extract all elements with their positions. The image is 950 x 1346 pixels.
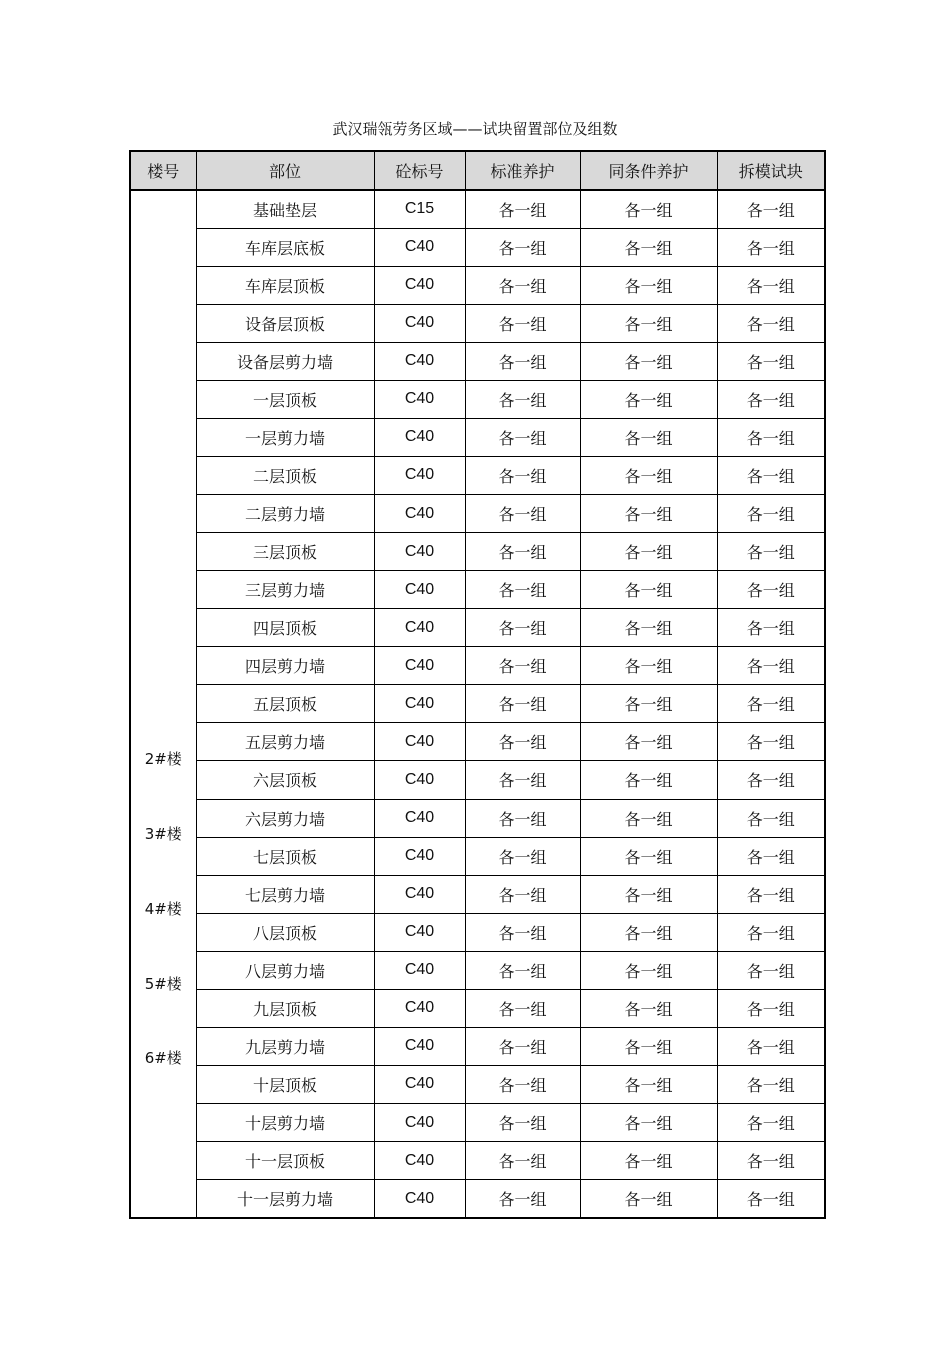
cell-same-condition-curing: 各一组 bbox=[580, 304, 717, 342]
cell-concrete-grade: C40 bbox=[374, 837, 465, 875]
cell-concrete-grade: C40 bbox=[374, 913, 465, 951]
cell-concrete-grade: C40 bbox=[374, 1065, 465, 1103]
cell-formwork-test: 各一组 bbox=[717, 1104, 825, 1142]
table-row bbox=[130, 266, 825, 304]
cell-concrete-grade: C15 bbox=[374, 190, 465, 228]
cell-same-condition-curing: 各一组 bbox=[580, 456, 717, 494]
cell-part: 车库层顶板 bbox=[196, 266, 374, 304]
cell-formwork-test: 各一组 bbox=[717, 609, 825, 647]
header-same-condition-curing: 同条件养护 bbox=[580, 151, 717, 190]
table-row bbox=[130, 875, 825, 913]
cell-concrete-grade: C40 bbox=[374, 1027, 465, 1065]
cell-standard-curing: 各一组 bbox=[465, 723, 580, 761]
cell-standard-curing: 各一组 bbox=[465, 875, 580, 913]
cell-formwork-test: 各一组 bbox=[717, 875, 825, 913]
cell-concrete-grade: C40 bbox=[374, 647, 465, 685]
cell-formwork-test: 各一组 bbox=[717, 304, 825, 342]
table-row bbox=[130, 380, 825, 418]
table-row bbox=[130, 913, 825, 951]
cell-concrete-grade: C40 bbox=[374, 609, 465, 647]
cell-same-condition-curing: 各一组 bbox=[580, 875, 717, 913]
cell-same-condition-curing: 各一组 bbox=[580, 913, 717, 951]
building-label: 3#楼 bbox=[144, 825, 182, 843]
cell-part: 九层剪力墙 bbox=[196, 1027, 374, 1065]
cell-standard-curing: 各一组 bbox=[465, 228, 580, 266]
cell-part: 设备层顶板 bbox=[196, 304, 374, 342]
cell-same-condition-curing: 各一组 bbox=[580, 1104, 717, 1142]
cell-part: 二层顶板 bbox=[196, 456, 374, 494]
cell-formwork-test: 各一组 bbox=[717, 951, 825, 989]
building-label: 4#楼 bbox=[144, 900, 182, 918]
cell-part: 六层剪力墙 bbox=[196, 799, 374, 837]
cell-concrete-grade: C40 bbox=[374, 418, 465, 456]
cell-same-condition-curing: 各一组 bbox=[580, 685, 717, 723]
cell-concrete-grade: C40 bbox=[374, 951, 465, 989]
cell-same-condition-curing: 各一组 bbox=[580, 228, 717, 266]
cell-formwork-test: 各一组 bbox=[717, 1065, 825, 1103]
cell-same-condition-curing: 各一组 bbox=[580, 1065, 717, 1103]
cell-formwork-test: 各一组 bbox=[717, 799, 825, 837]
table-row bbox=[130, 761, 825, 799]
cell-standard-curing: 各一组 bbox=[465, 647, 580, 685]
cell-formwork-test: 各一组 bbox=[717, 1142, 825, 1180]
cell-part: 十一层剪力墙 bbox=[196, 1180, 374, 1218]
table-row bbox=[130, 1065, 825, 1103]
header-concrete-grade: 砼标号 bbox=[374, 151, 465, 190]
cell-formwork-test: 各一组 bbox=[717, 723, 825, 761]
cell-formwork-test: 各一组 bbox=[717, 380, 825, 418]
cell-formwork-test: 各一组 bbox=[717, 342, 825, 380]
cell-part: 三层顶板 bbox=[196, 533, 374, 571]
cell-part: 设备层剪力墙 bbox=[196, 342, 374, 380]
cell-part: 五层顶板 bbox=[196, 685, 374, 723]
table-row bbox=[130, 1104, 825, 1142]
cell-formwork-test: 各一组 bbox=[717, 495, 825, 533]
cell-concrete-grade: C40 bbox=[374, 533, 465, 571]
cell-concrete-grade: C40 bbox=[374, 723, 465, 761]
cell-standard-curing: 各一组 bbox=[465, 1027, 580, 1065]
cell-same-condition-curing: 各一组 bbox=[580, 761, 717, 799]
cell-same-condition-curing: 各一组 bbox=[580, 1027, 717, 1065]
cell-formwork-test: 各一组 bbox=[717, 1027, 825, 1065]
cell-same-condition-curing: 各一组 bbox=[580, 380, 717, 418]
cell-concrete-grade: C40 bbox=[374, 1142, 465, 1180]
table-row bbox=[130, 989, 825, 1027]
cell-standard-curing: 各一组 bbox=[465, 456, 580, 494]
cell-standard-curing: 各一组 bbox=[465, 685, 580, 723]
header-building: 楼号 bbox=[130, 151, 196, 190]
cell-standard-curing: 各一组 bbox=[465, 1142, 580, 1180]
cell-part: 八层剪力墙 bbox=[196, 951, 374, 989]
cell-part: 六层顶板 bbox=[196, 761, 374, 799]
cell-concrete-grade: C40 bbox=[374, 875, 465, 913]
table-row bbox=[130, 837, 825, 875]
header-part: 部位 bbox=[196, 151, 374, 190]
cell-part: 四层顶板 bbox=[196, 609, 374, 647]
table-row bbox=[130, 533, 825, 571]
cell-standard-curing: 各一组 bbox=[465, 951, 580, 989]
cell-same-condition-curing: 各一组 bbox=[580, 571, 717, 609]
cell-same-condition-curing: 各一组 bbox=[580, 1142, 717, 1180]
cell-same-condition-curing: 各一组 bbox=[580, 799, 717, 837]
cell-standard-curing: 各一组 bbox=[465, 837, 580, 875]
sample-table bbox=[129, 150, 826, 1219]
table-row bbox=[130, 228, 825, 266]
cell-part: 五层剪力墙 bbox=[196, 723, 374, 761]
cell-same-condition-curing: 各一组 bbox=[580, 1180, 717, 1218]
cell-same-condition-curing: 各一组 bbox=[580, 647, 717, 685]
table-row bbox=[130, 723, 825, 761]
cell-standard-curing: 各一组 bbox=[465, 913, 580, 951]
cell-concrete-grade: C40 bbox=[374, 685, 465, 723]
cell-formwork-test: 各一组 bbox=[717, 418, 825, 456]
cell-formwork-test: 各一组 bbox=[717, 837, 825, 875]
cell-same-condition-curing: 各一组 bbox=[580, 533, 717, 571]
cell-part: 四层剪力墙 bbox=[196, 647, 374, 685]
cell-concrete-grade: C40 bbox=[374, 495, 465, 533]
building-cell bbox=[130, 190, 196, 1218]
cell-part: 十一层顶板 bbox=[196, 1142, 374, 1180]
table-row bbox=[130, 1027, 825, 1065]
cell-concrete-grade: C40 bbox=[374, 456, 465, 494]
cell-same-condition-curing: 各一组 bbox=[580, 342, 717, 380]
cell-part: 一层剪力墙 bbox=[196, 418, 374, 456]
cell-same-condition-curing: 各一组 bbox=[580, 989, 717, 1027]
cell-standard-curing: 各一组 bbox=[465, 1065, 580, 1103]
cell-concrete-grade: C40 bbox=[374, 342, 465, 380]
cell-standard-curing: 各一组 bbox=[465, 1104, 580, 1142]
cell-standard-curing: 各一组 bbox=[465, 190, 580, 228]
table-row bbox=[130, 190, 825, 228]
cell-concrete-grade: C40 bbox=[374, 1104, 465, 1142]
cell-standard-curing: 各一组 bbox=[465, 533, 580, 571]
table-row bbox=[130, 951, 825, 989]
cell-standard-curing: 各一组 bbox=[465, 989, 580, 1027]
cell-part: 十层剪力墙 bbox=[196, 1104, 374, 1142]
cell-part: 七层顶板 bbox=[196, 837, 374, 875]
cell-formwork-test: 各一组 bbox=[717, 761, 825, 799]
cell-standard-curing: 各一组 bbox=[465, 571, 580, 609]
cell-standard-curing: 各一组 bbox=[465, 304, 580, 342]
header-standard-curing: 标准养护 bbox=[465, 151, 580, 190]
cell-part: 车库层底板 bbox=[196, 228, 374, 266]
table-row bbox=[130, 304, 825, 342]
cell-concrete-grade: C40 bbox=[374, 228, 465, 266]
cell-concrete-grade: C40 bbox=[374, 799, 465, 837]
building-label: 2#楼 bbox=[144, 750, 182, 768]
table-row bbox=[130, 571, 825, 609]
cell-concrete-grade: C40 bbox=[374, 304, 465, 342]
table-row bbox=[130, 495, 825, 533]
cell-formwork-test: 各一组 bbox=[717, 647, 825, 685]
cell-formwork-test: 各一组 bbox=[717, 228, 825, 266]
cell-part: 二层剪力墙 bbox=[196, 495, 374, 533]
cell-part: 八层顶板 bbox=[196, 913, 374, 951]
cell-standard-curing: 各一组 bbox=[465, 380, 580, 418]
table-row bbox=[130, 342, 825, 380]
cell-same-condition-curing: 各一组 bbox=[580, 837, 717, 875]
cell-standard-curing: 各一组 bbox=[465, 342, 580, 380]
cell-same-condition-curing: 各一组 bbox=[580, 723, 717, 761]
cell-formwork-test: 各一组 bbox=[717, 913, 825, 951]
cell-formwork-test: 各一组 bbox=[717, 989, 825, 1027]
cell-concrete-grade: C40 bbox=[374, 989, 465, 1027]
cell-formwork-test: 各一组 bbox=[717, 685, 825, 723]
cell-standard-curing: 各一组 bbox=[465, 1180, 580, 1218]
table-row bbox=[130, 685, 825, 723]
table-row bbox=[130, 799, 825, 837]
cell-same-condition-curing: 各一组 bbox=[580, 495, 717, 533]
cell-same-condition-curing: 各一组 bbox=[580, 609, 717, 647]
table-row bbox=[130, 609, 825, 647]
cell-same-condition-curing: 各一组 bbox=[580, 190, 717, 228]
cell-part: 七层剪力墙 bbox=[196, 875, 374, 913]
cell-part: 一层顶板 bbox=[196, 380, 374, 418]
table-row bbox=[130, 418, 825, 456]
cell-part: 三层剪力墙 bbox=[196, 571, 374, 609]
cell-standard-curing: 各一组 bbox=[465, 418, 580, 456]
cell-standard-curing: 各一组 bbox=[465, 799, 580, 837]
cell-formwork-test: 各一组 bbox=[717, 190, 825, 228]
cell-part: 九层顶板 bbox=[196, 989, 374, 1027]
cell-formwork-test: 各一组 bbox=[717, 266, 825, 304]
cell-concrete-grade: C40 bbox=[374, 761, 465, 799]
building-label: 5#楼 bbox=[144, 975, 182, 993]
cell-standard-curing: 各一组 bbox=[465, 609, 580, 647]
cell-standard-curing: 各一组 bbox=[465, 495, 580, 533]
table-row bbox=[130, 1180, 825, 1218]
table-row bbox=[130, 1142, 825, 1180]
header-formwork-test: 拆模试块 bbox=[717, 151, 825, 190]
cell-standard-curing: 各一组 bbox=[465, 266, 580, 304]
cell-formwork-test: 各一组 bbox=[717, 1180, 825, 1218]
cell-concrete-grade: C40 bbox=[374, 1180, 465, 1218]
cell-concrete-grade: C40 bbox=[374, 266, 465, 304]
cell-same-condition-curing: 各一组 bbox=[580, 951, 717, 989]
table-header-row bbox=[130, 151, 825, 190]
cell-part: 十层顶板 bbox=[196, 1065, 374, 1103]
cell-formwork-test: 各一组 bbox=[717, 533, 825, 571]
building-label: 6#楼 bbox=[144, 1049, 182, 1067]
cell-same-condition-curing: 各一组 bbox=[580, 266, 717, 304]
table-row bbox=[130, 456, 825, 494]
page-title: 武汉瑞瓴劳务区域——试块留置部位及组数 bbox=[332, 120, 618, 138]
cell-formwork-test: 各一组 bbox=[717, 456, 825, 494]
building-list bbox=[131, 191, 196, 1217]
cell-same-condition-curing: 各一组 bbox=[580, 418, 717, 456]
cell-standard-curing: 各一组 bbox=[465, 761, 580, 799]
table-row bbox=[130, 647, 825, 685]
cell-part: 基础垫层 bbox=[196, 190, 374, 228]
cell-concrete-grade: C40 bbox=[374, 571, 465, 609]
cell-concrete-grade: C40 bbox=[374, 380, 465, 418]
cell-formwork-test: 各一组 bbox=[717, 571, 825, 609]
table-body bbox=[130, 190, 825, 1218]
